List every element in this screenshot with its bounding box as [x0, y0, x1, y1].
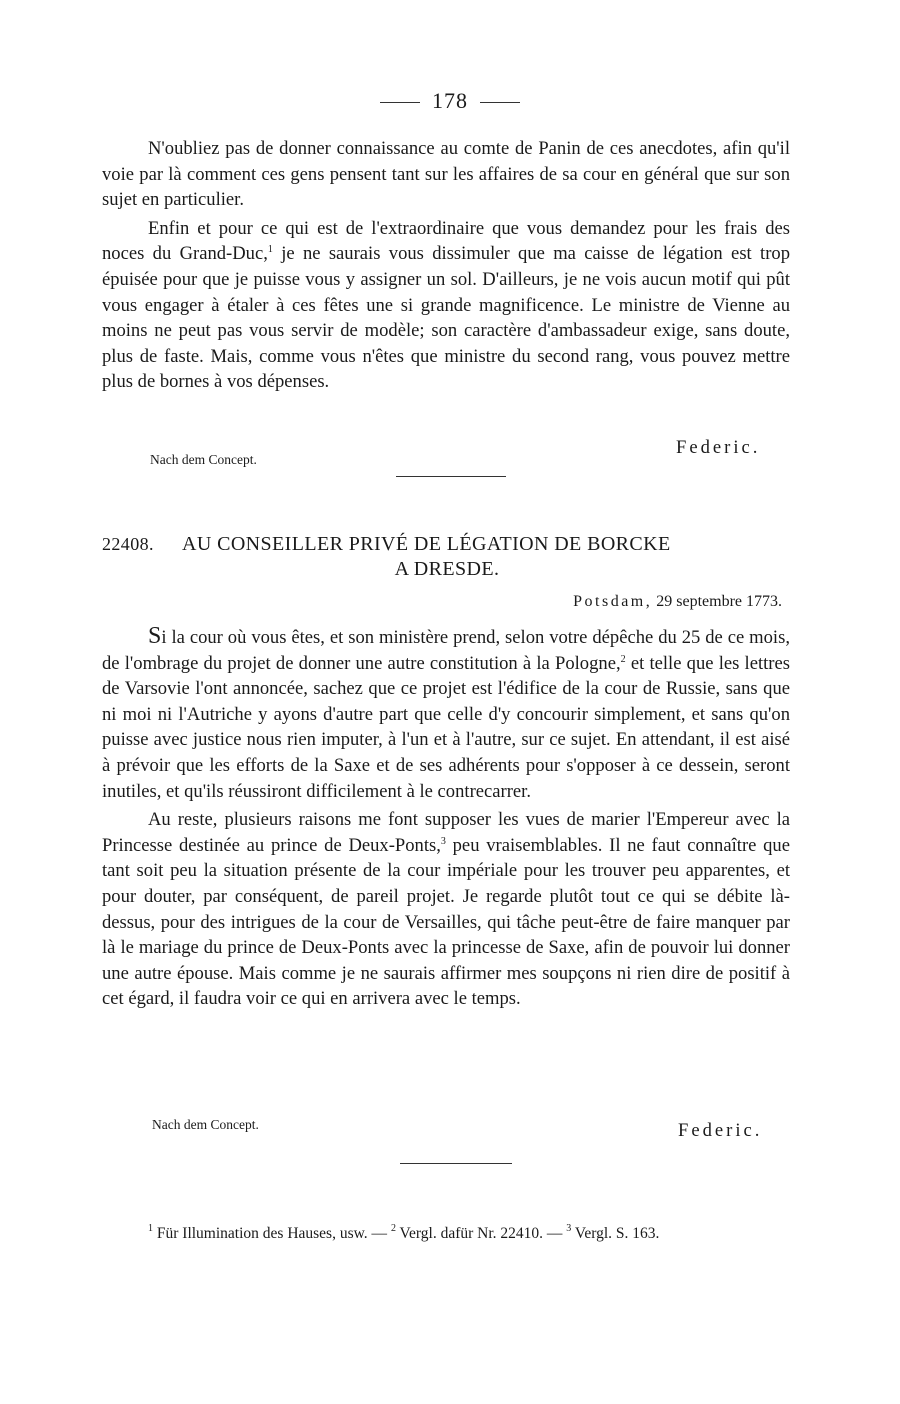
letter-paragraph-1-start: i la cour où vous êtes, et son ministère prend, selon votre dépêche du 25 de ce mois, de l'ombrage du projet de donner une autre constitution à la Pologne, — [102, 627, 790, 674]
letter-heading — [102, 532, 792, 582]
page-number-dash-left — [380, 102, 420, 103]
previous-letter-paragraph-2-end: je ne saurais vous dissimuler que ma caisse de légation est trop épuisée pour que je puisse vous y assigner un sol. D'ailleurs, je ne vois aucun motif qui pût vous engager à étaler à ces fêtes une si grande magnificence. Le ministre de Vienne au moins ne peut pas vous servir de modèle; son caractère d'ambassadeur exige, sans doute, plus de faste. Mais, comme vous n'êtes que ministre du second rang, vous pouvez mettre plus de bornes à vos dépenses. — [102, 243, 790, 393]
letter-dateline — [573, 593, 782, 611]
footnote-ref-1: 1 — [267, 244, 273, 256]
previous-letter-paragraph-2 — [102, 216, 790, 395]
footnote-ref-2: 2 — [620, 653, 626, 665]
footnote-text-1: Für Illumination des Hauses, usw. — — [153, 1225, 391, 1242]
previous-letter-signature: Federic. — [676, 437, 761, 458]
footnote-mark-3: 3 — [566, 1223, 572, 1234]
page-number — [0, 88, 900, 114]
letter-date-place: Potsdam, — [573, 593, 653, 610]
letter-paragraph-1-end: et telle que les lettres de Varsovie l'ont annoncée, sachez que ce projet est l'édifice de la cour de Russie, sans que ni moi ni l'Autriche y ayons d'autre part que celle d'y concourir simplement, et sans qu'on puisse avec justice nous rien imputer, à l'un et à l'autre, sur ce sujet. En attendant, il est aisé à prévoir que les efforts de la Saxe et de ses adhérents pour s'opposer à ce dessein, seront inutiles, et qu'ils réussiront difficilement à le contrecarrer. — [102, 652, 790, 802]
previous-letter-paragraph-2-start: Enfin et pour ce qui est de l'extraordinaire que vous demandez pour les frais des noces du Grand-Duc, — [102, 217, 790, 265]
page-number-text: 178 — [432, 88, 468, 113]
footnote-mark-1: 1 — [148, 1223, 153, 1234]
letter-paragraph-2 — [102, 807, 790, 1012]
letter-paragraph-2-end: peu vraisemblables. Il ne faut connaître que tant soit peu la situation présente de la cour impériale pour les trouver peu apparentes, et pour douter, par conséquent, de pareil projet. Je regarde plutôt tout ce qui se débite là-dessus, pour des intrigues de la cour de Versailles, qui tâche peut-être de faire manquer par là le mariage du prince de Deux-Ponts avec la princesse de Saxe, afin de pouvoir lui donner une autre épouse. Mais comme je ne saurais affirmer mes soupçons ni rien dire de positif à cet égard, il faudra voir ce qui en arrivera avec le temps. — [102, 834, 790, 1010]
letter-title-line-1: AU CONSEILLER PRIVÉ DE LÉGATION DE BORCKE — [182, 533, 671, 555]
letter-number: 22408. — [102, 534, 154, 554]
footnote-text-3: Vergl. S. 163. — [571, 1225, 660, 1242]
footnotes — [102, 1222, 792, 1246]
footnote-mark-2: 2 — [390, 1223, 396, 1234]
letter-paragraph-2-start: Au reste, plusieurs raisons me font supposer les vues de marier l'Empereur avec la Princesse destinée au prince de Deux-Ponts, — [102, 809, 790, 856]
letter-signature: Federic. — [678, 1120, 763, 1141]
letter-date: 29 septembre 1773. — [656, 593, 782, 610]
page-number-dash-right — [480, 102, 520, 103]
letter-paragraph-1 — [102, 624, 790, 804]
letter-source: Nach dem Concept. — [152, 1117, 259, 1132]
footnote-divider — [400, 1163, 512, 1164]
previous-letter-paragraph-1: N'oubliez pas de donner connaissance au comte de Panin de ces anecdotes, afin qu'il voie par là comment ces gens pensent tant sur les affaires de sa cour en général que sur son sujet en particulier. — [102, 138, 790, 211]
letter-body — [102, 624, 790, 1012]
letter-dropcap: S — [148, 623, 162, 649]
letter-title-line-2: A DRESDE. — [394, 558, 500, 580]
section-divider — [396, 476, 506, 477]
previous-letter-body — [102, 136, 790, 395]
footnote-ref-3: 3 — [440, 835, 446, 847]
footnote-text-2: Vergl. dafür Nr. 22410. — — [395, 1225, 567, 1242]
previous-letter-source: Nach dem Concept. — [150, 452, 257, 467]
